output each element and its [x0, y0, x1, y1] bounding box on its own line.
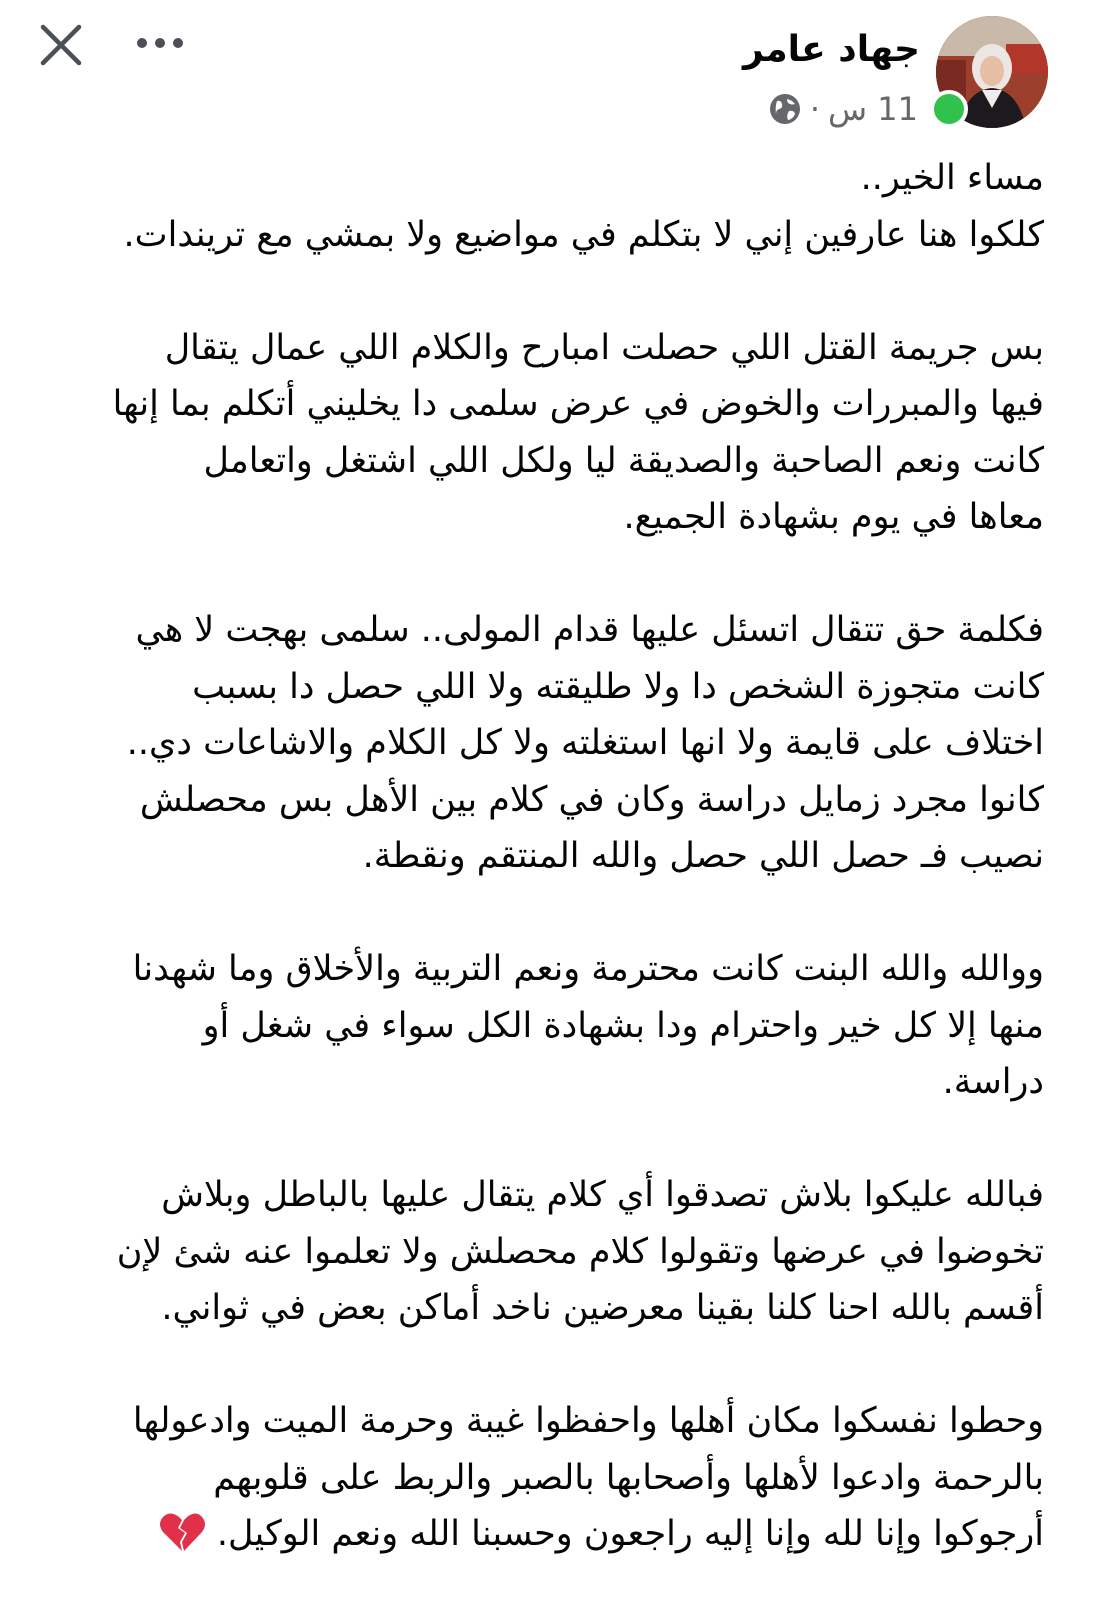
- text-line: مساء الخير..: [860, 158, 1044, 198]
- globe-icon[interactable]: [768, 92, 802, 126]
- broken-heart-icon: [159, 1511, 205, 1553]
- text-line: بالرحمة وادعوا لأهلها وأصحابها بالصبر والربط على قلوبهم: [213, 1457, 1044, 1498]
- post-paragraph: [30, 150, 1044, 263]
- post-text: [30, 150, 1044, 1563]
- text-line: دراسة.: [942, 1062, 1044, 1102]
- text-line: بس جريمة القتل اللي حصلت امبارح والكلام اللي عمال يتقال: [164, 327, 1044, 368]
- text-line-content: أرجوكوا وإنا لله وإنا إليه راجعون وحسبنا الله ونعم الوكيل.: [216, 1514, 1044, 1554]
- text-line: منها إلا كل خير واحترام ودا بشهادة الكل سواء في شغل أو: [202, 1005, 1044, 1046]
- text-line: كانوا مجرد زمايل دراسة وكان في كلام بين الأهل بس محصلش: [139, 779, 1044, 820]
- close-icon: [38, 22, 84, 68]
- text-line: تخوضوا في عرضها وتقولوا كلام محصلش ولا تعلموا عنه شئ لإن: [116, 1231, 1044, 1272]
- online-status-indicator: [930, 90, 968, 128]
- author-name[interactable]: جهاد عامر: [742, 29, 920, 70]
- post-paragraph: [30, 320, 1044, 546]
- text-line: نصيب فـ حصل اللي حصل والله المنتقم ونقطة.: [362, 836, 1044, 876]
- text-line: فيها والمبررات والخوض في عرض سلمى دا يخليني أتكلم بما إنها: [112, 384, 1044, 424]
- post-paragraph: [30, 1393, 1044, 1563]
- text-line: أقسم بالله احنا كلنا بقينا معرضين ناخد أماكن بعض في ثواني.: [161, 1288, 1044, 1328]
- text-line-last: [30, 1506, 1044, 1563]
- post-meta: [768, 86, 918, 132]
- post-paragraph: [30, 602, 1044, 885]
- post-timestamp[interactable]: 11 س: [828, 90, 918, 128]
- meta-separator: ·: [809, 90, 821, 128]
- text-line: معاها في يوم بشهادة الجميع.: [623, 497, 1044, 537]
- text-line: كلكوا هنا عارفين إني لا بتكلم في مواضيع ولا بمشي مع تريندات.: [123, 214, 1044, 255]
- post-paragraph: [30, 1167, 1044, 1337]
- more-horizontal-icon: [134, 28, 186, 58]
- text-line: اختلاف على قايمة ولا انها استغلته ولا كل الكلام والاشاعات دي..: [126, 723, 1044, 763]
- post-paragraph: [30, 941, 1044, 1111]
- text-line: وحطوا نفسكوا مكان أهلها واحفظوا غيبة وحرمة الميت وادعولها: [132, 1401, 1044, 1441]
- text-line: فكلمة حق تتقال اتسئل عليها قدام المولى.. سلمى بهجت لا هي: [135, 610, 1044, 650]
- text-line: فبالله عليكوا بلاش تصدقوا أي كلام يتقال عليها بالباطل وبلاش: [161, 1175, 1044, 1215]
- text-line: كانت ونعم الصاحبة والصديقة ليا ولكل اللي اشتغل واتعامل: [203, 440, 1044, 481]
- text-line: ووالله والله البنت كانت محترمة ونعم التربية والأخلاق وما شهدنا: [132, 949, 1044, 989]
- close-button[interactable]: [38, 22, 84, 68]
- post-header: [0, 0, 1100, 140]
- text-line: كانت متجوزة الشخص دا ولا طليقته ولا اللي حصل دا بسبب: [192, 666, 1044, 707]
- more-options-button[interactable]: [134, 28, 186, 58]
